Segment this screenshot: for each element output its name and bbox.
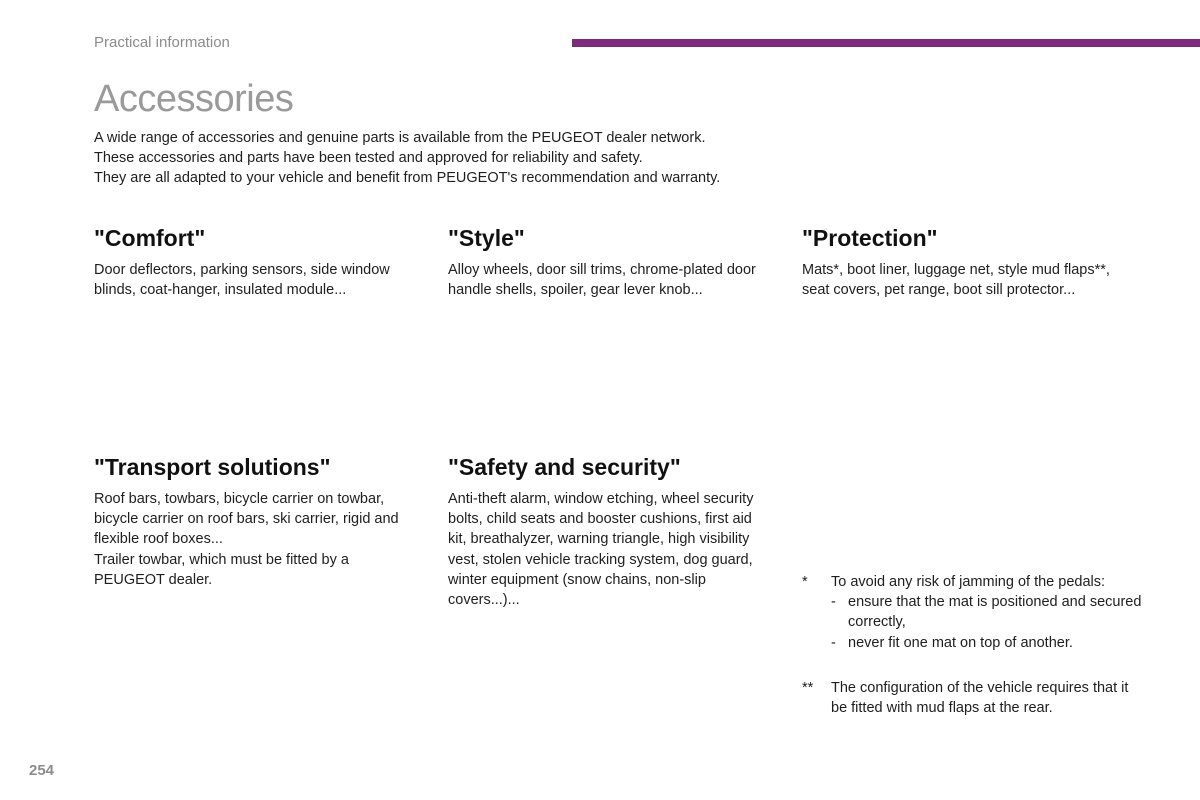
footnote-bullet <box>831 633 1142 653</box>
intro-paragraph <box>94 128 814 188</box>
intro-line: They are all adapted to your vehicle and benefit from PEUGEOT's recommendation and warranty. <box>94 170 721 186</box>
intro-line: A wide range of accessories and genuine parts is available from the PEUGEOT dealer network. <box>94 130 706 146</box>
page-number: 254 <box>29 762 55 779</box>
footnote-text: The configuration of the vehicle requires that it be fitted with mud flaps at the rear. <box>831 680 1129 717</box>
category-title: "Safety and security" <box>448 454 681 480</box>
category-text: Trailer towbar, which must be fitted by a PEUGEOT dealer. <box>94 551 349 588</box>
category-title: "Style" <box>448 225 525 251</box>
category-title: "Transport solutions" <box>94 454 331 480</box>
category-text: Anti-theft alarm, window etching, wheel security bolts, child seats and booster cushions, first aid kit, breathalyzer, warning triangle, high visibility vest, stolen vehicle tracking system, dog guard, winter equipment (snow chains, non-slip covers...)... <box>448 491 754 609</box>
category-comfort <box>94 224 414 300</box>
intro-line: These accessories and parts have been tested and approved for reliability and safety. <box>94 150 643 166</box>
category-protection <box>802 224 1122 300</box>
section-label: Practical information <box>94 34 230 51</box>
category-transport-solutions <box>94 453 414 590</box>
footnote-mats <box>802 572 1142 653</box>
category-style <box>448 224 768 300</box>
footnote-mud-flaps <box>802 678 1142 718</box>
bullet-dash: - <box>831 634 836 651</box>
category-text: Alloy wheels, door sill trims, chrome-plated door handle shells, spoiler, gear lever knob... <box>448 262 756 299</box>
bullet-text: never fit one mat on top of another. <box>848 634 1073 651</box>
footnote-marker: * <box>802 574 808 590</box>
bullet-dash: - <box>831 594 836 611</box>
category-title: "Protection" <box>802 225 938 251</box>
footnote-bullet <box>831 592 1142 632</box>
page-title: Accessories <box>94 78 294 120</box>
category-title: "Comfort" <box>94 225 206 251</box>
footnote-marker: ** <box>802 680 814 696</box>
header-accent-bar <box>572 39 1200 47</box>
category-text: Door deflectors, parking sensors, side window blinds, coat-hanger, insulated module... <box>94 262 390 299</box>
category-text: Roof bars, towbars, bicycle carrier on towbar, bicycle carrier on roof bars, ski carrier, rigid and flexible roof boxes... <box>94 491 399 548</box>
category-safety-and-security <box>448 453 768 610</box>
footnote-text: To avoid any risk of jamming of the pedals: <box>831 574 1106 590</box>
bullet-text: ensure that the mat is positioned and secured correctly, <box>848 594 1142 631</box>
category-text: Mats*, boot liner, luggage net, style mud flaps**, seat covers, pet range, boot sill protector... <box>802 262 1110 299</box>
